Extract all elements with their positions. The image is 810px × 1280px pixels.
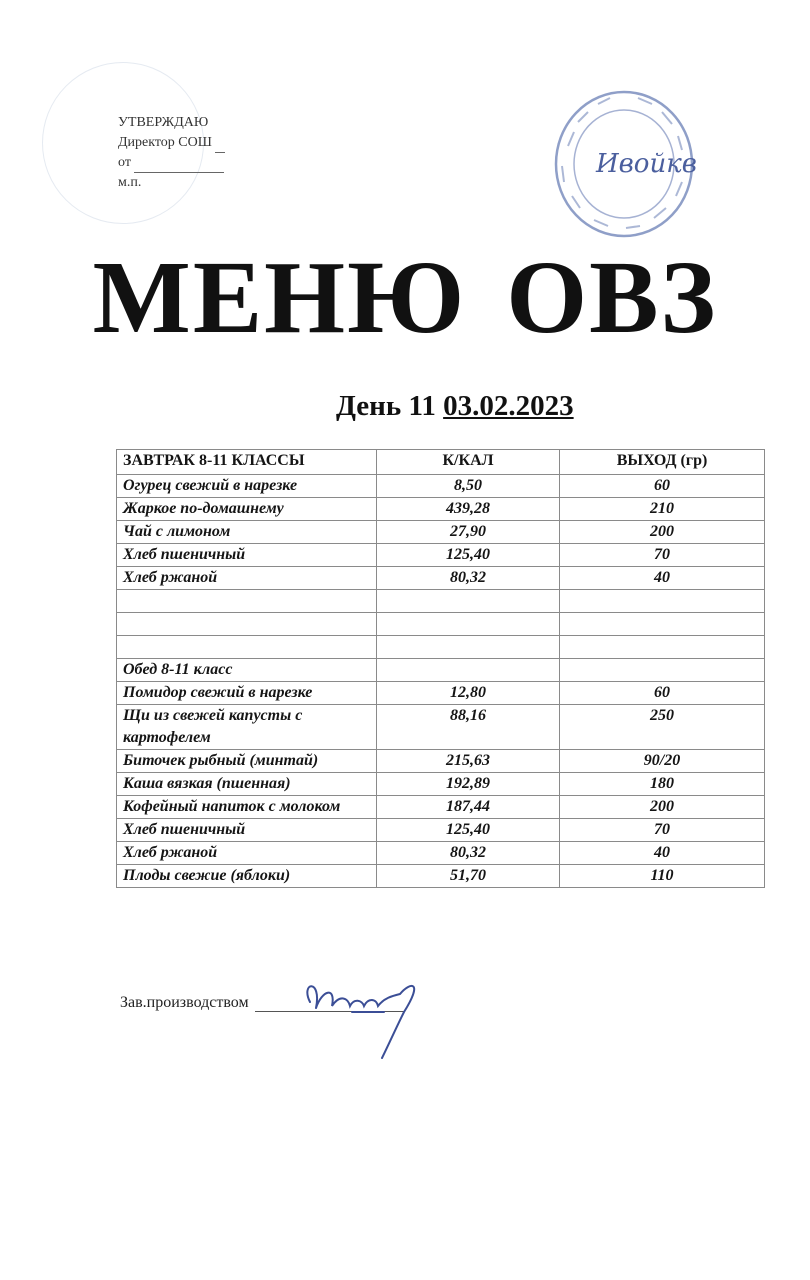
table-row: Огурец свежий в нарезке 8,50 60 — [117, 475, 765, 498]
handwritten-signature-icon — [292, 972, 442, 1072]
table-row: Хлеб ржаной 80,32 40 — [117, 842, 765, 865]
official-stamp — [548, 86, 698, 240]
table-row: Помидор свежий в нарезке 12,80 60 — [117, 682, 765, 705]
header-meal: ЗАВТРАК 8-11 КЛАССЫ — [117, 450, 377, 475]
menu-date: 03.02.2023 — [443, 390, 574, 422]
approval-mp: м.п. — [118, 175, 142, 190]
table-row: Кофейный напиток с молоком 187,44 200 — [117, 796, 765, 819]
production-head-signature-line: Зав.производством — [120, 994, 405, 1012]
header-output: ВЫХОД (гр) — [560, 450, 765, 475]
table-row: Щи из свежей капусты с картофелем 88,16 250 — [117, 705, 765, 750]
empty-row — [117, 636, 765, 659]
table-row: Хлеб ржаной 80,32 40 — [117, 567, 765, 590]
approval-heading: УТВЕРЖДАЮ — [118, 115, 209, 130]
approval-date: от — [118, 153, 225, 173]
table-row: Каша вязкая (пшенная) 192,89 180 — [117, 773, 765, 796]
day-heading: День 11 03.02.2023 — [336, 390, 574, 422]
table-row: Биточек рыбный (минтай) 215,63 90/20 — [117, 750, 765, 773]
menu-table — [116, 449, 765, 888]
approval-director: Директор СОШ — [118, 133, 225, 153]
table-row: Жаркое по-домашнему 439,28 210 — [117, 498, 765, 521]
empty-row — [117, 613, 765, 636]
lunch-section-row: Обед 8-11 класс — [117, 659, 765, 682]
approval-block — [118, 113, 225, 193]
table-row: Хлеб пшеничный 125,40 70 — [117, 819, 765, 842]
table-row: Чай с лимоном 27,90 200 — [117, 521, 765, 544]
table-row: Плоды свежие (яблоки) 51,70 110 — [117, 865, 765, 888]
header-kcal: К/КАЛ — [377, 450, 560, 475]
page-title: МЕНЮ ОВЗ — [92, 240, 718, 355]
empty-row — [117, 590, 765, 613]
stamp-signature: Ивойкв — [596, 149, 697, 179]
table-header-row — [117, 450, 765, 475]
table-row: Хлеб пшеничный 125,40 70 — [117, 544, 765, 567]
